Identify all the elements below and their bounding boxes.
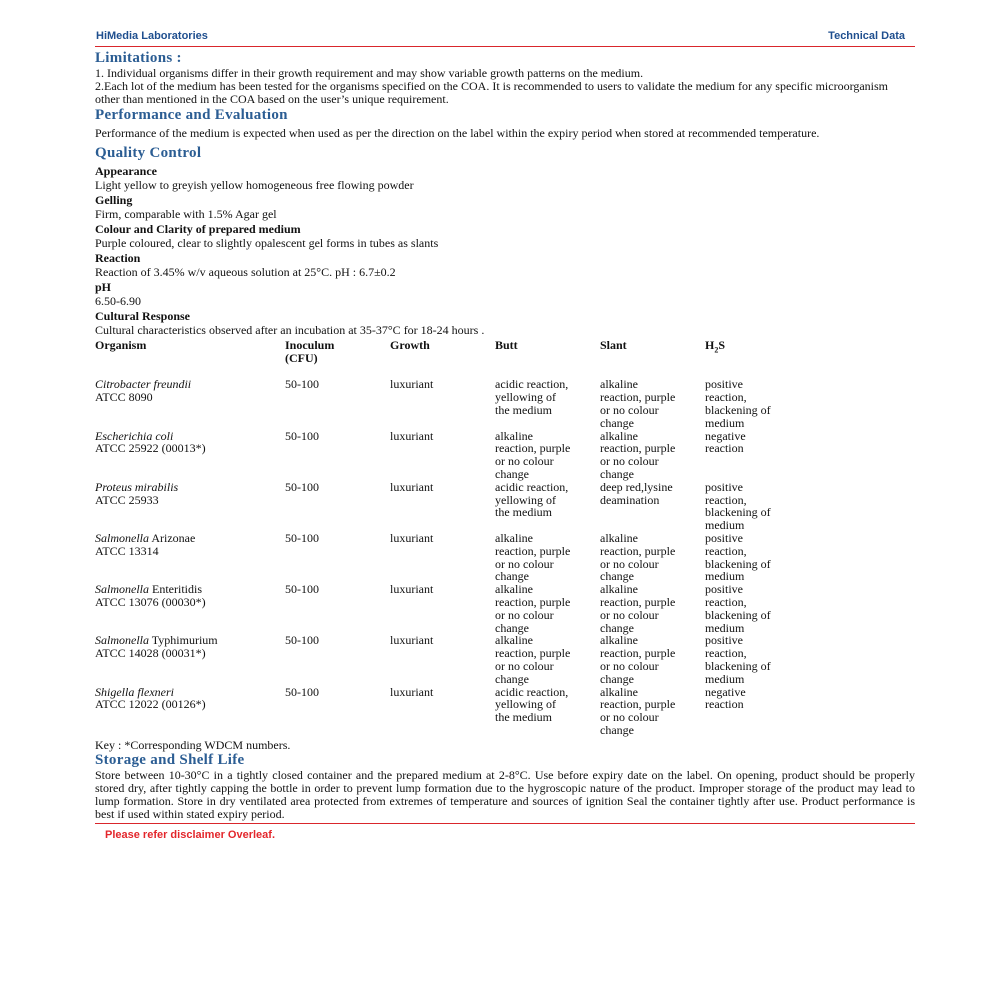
- slant-cell-line: change: [600, 671, 634, 686]
- performance-section: [95, 107, 915, 141]
- gelling-label: Gelling: [95, 192, 133, 207]
- organism-atcc: ATCC 13076 (00030*): [95, 595, 206, 610]
- quality-control-section: [95, 145, 915, 752]
- h2s-cell: [705, 686, 815, 737]
- organism-genus: Escherichia coli: [95, 428, 174, 443]
- h2s-cell-line: blackening of: [705, 403, 771, 418]
- cultural-response-value: Cultural characteristics observed after an incubation at 35-37°C for 18-24 hours .: [95, 323, 485, 338]
- slant-cell-line: change: [600, 467, 634, 482]
- header-slant: Slant: [600, 337, 627, 352]
- organism-cell: [95, 481, 285, 532]
- table-header-row: [95, 339, 815, 365]
- inoculum-cell: 50-100: [285, 531, 319, 546]
- h2s-cell: [705, 532, 815, 583]
- storage-text: Store between 10-30°C in a tightly closed container and the prepared medium at 2-8°C. Use before expiry date on the label. On opening, product should be properly stored dry, after tightly capping the bottle in order to prevent lump formation due to the hygroscopic nature of the product. Improper storage of the product may lead to lump formation. Store in dry ventilated area protected from extremes of temperature and sources of ignition Seal the container tightly after use. Product performance is best if used within stated expiry period.: [95, 768, 915, 821]
- header-h2s: [705, 339, 815, 365]
- header-inoculum: [285, 339, 390, 365]
- slant-cell-line: alkaline: [600, 377, 638, 392]
- h2s-cell-line: reaction: [705, 441, 744, 456]
- header-butt: Butt: [495, 337, 518, 352]
- header-inoculum-line-2: (CFU): [285, 350, 318, 365]
- organism-genus: Shigella flexneri: [95, 684, 174, 699]
- organism-cell: [95, 634, 285, 685]
- butt-cell-line: the medium: [495, 505, 552, 520]
- growth-cell: luxuriant: [390, 428, 434, 443]
- slant-cell-line: or no colour: [600, 607, 659, 622]
- table-row: [95, 532, 815, 583]
- table-row: [95, 378, 815, 429]
- h2s-cell-line: positive: [705, 633, 743, 648]
- butt-cell-line: acidic reaction,: [495, 684, 569, 699]
- slant-cell: [600, 532, 705, 583]
- organism-serovar: Enteritidis: [149, 582, 202, 597]
- performance-text: Performance of the medium is expected when used as per the direction on the label within the expiry period when stored at recommended temperature.: [95, 126, 820, 141]
- slant-cell-line: alkaline: [600, 633, 638, 648]
- h2s-cell-line: medium: [705, 518, 745, 533]
- h2s-cell-line: negative: [705, 684, 746, 699]
- growth-cell: luxuriant: [390, 633, 434, 648]
- slant-cell: [600, 378, 705, 429]
- organism-serovar: Typhimurium: [149, 633, 218, 648]
- butt-cell-line: or no colour: [495, 659, 554, 674]
- slant-cell-line: reaction, purple: [600, 390, 676, 405]
- h2s-cell-line: positive: [705, 531, 743, 546]
- slant-cell: [600, 686, 705, 737]
- butt-cell: [495, 583, 600, 634]
- slant-cell-line: reaction, purple: [600, 646, 676, 661]
- slant-cell-line: alkaline: [600, 531, 638, 546]
- butt-cell: [495, 634, 600, 685]
- h2s-cell-line: blackening of: [705, 505, 771, 520]
- slant-cell-line: or no colour: [600, 454, 659, 469]
- document-type: Technical Data: [828, 30, 905, 42]
- ph-value: 6.50-6.90: [95, 294, 141, 309]
- h2s-cell-line: negative: [705, 428, 746, 443]
- butt-cell: [495, 686, 600, 737]
- h2s-cell-line: blackening of: [705, 556, 771, 571]
- butt-cell-line: alkaline: [495, 633, 533, 648]
- butt-cell-line: change: [495, 569, 529, 584]
- slant-cell-line: change: [600, 620, 634, 635]
- inoculum-cell: 50-100: [285, 428, 319, 443]
- header-h2s-sub: 2: [714, 345, 719, 355]
- h2s-cell: [705, 481, 815, 532]
- h2s-cell-line: reaction,: [705, 595, 747, 610]
- document-page: [95, 26, 915, 841]
- h2s-cell-line: positive: [705, 479, 743, 494]
- organism-genus: Salmonella: [95, 531, 149, 546]
- gelling-value: Firm, comparable with 1.5% Agar gel: [95, 207, 277, 222]
- colour-clarity-value: Purple coloured, clear to slightly opalescent gel forms in tubes as slants: [95, 236, 439, 251]
- organism-serovar: Arizonae: [149, 531, 196, 546]
- organism-genus: Salmonella: [95, 582, 149, 597]
- butt-cell-line: or no colour: [495, 607, 554, 622]
- slant-cell: [600, 634, 705, 685]
- table-row: [95, 481, 815, 532]
- slant-cell-line: alkaline: [600, 582, 638, 597]
- butt-cell-line: reaction, purple: [495, 646, 571, 661]
- butt-cell-line: the medium: [495, 710, 552, 725]
- inoculum-cell: 50-100: [285, 479, 319, 494]
- h2s-cell-line: reaction: [705, 697, 744, 712]
- h2s-cell-line: reaction,: [705, 492, 747, 507]
- butt-cell: [495, 378, 600, 429]
- butt-cell: [495, 532, 600, 583]
- butt-cell-line: acidic reaction,: [495, 377, 569, 392]
- organism-atcc: ATCC 8090: [95, 390, 153, 405]
- growth-cell: luxuriant: [390, 684, 434, 699]
- limitations-section: [95, 50, 915, 105]
- table-row: [95, 583, 815, 634]
- organism-atcc: ATCC 12022 (00126*): [95, 697, 206, 712]
- limitations-line-2: 2.Each lot of the medium has been tested for the organisms specified on the COA. It is recommended to users to validate the medium for any specific microorganism other than mentioned in the COA based on the user’s unique requirement.: [95, 78, 889, 106]
- slant-cell-line: deamination: [600, 492, 660, 507]
- butt-cell-line: change: [495, 620, 529, 635]
- slant-cell-line: change: [600, 569, 634, 584]
- butt-cell-line: yellowing of: [495, 492, 556, 507]
- butt-cell-line: change: [495, 671, 529, 686]
- header-growth: Growth: [390, 337, 430, 352]
- inoculum-cell: 50-100: [285, 377, 319, 392]
- h2s-cell-line: medium: [705, 569, 745, 584]
- header-h2s-h: H: [705, 337, 715, 352]
- slant-cell-line: reaction, purple: [600, 543, 676, 558]
- butt-cell-line: the medium: [495, 403, 552, 418]
- slant-cell-line: or no colour: [600, 659, 659, 674]
- organism-genus: Citrobacter freundii: [95, 377, 192, 392]
- h2s-cell-line: positive: [705, 582, 743, 597]
- butt-cell-line: reaction, purple: [495, 441, 571, 456]
- colour-clarity-label: Colour and Clarity of prepared medium: [95, 221, 301, 236]
- h2s-cell-line: reaction,: [705, 390, 747, 405]
- h2s-cell-line: blackening of: [705, 607, 771, 622]
- slant-cell-line: change: [600, 723, 634, 737]
- reaction-label: Reaction: [95, 250, 141, 265]
- h2s-cell-line: medium: [705, 671, 745, 686]
- slant-cell-line: or no colour: [600, 556, 659, 571]
- growth-cell: luxuriant: [390, 582, 434, 597]
- storage-title: Storage and Shelf Life: [95, 752, 245, 769]
- cultural-response-table: [95, 339, 815, 737]
- h2s-cell: [705, 583, 815, 634]
- limitations-line-1: 1. Individual organisms differ in their growth requirement and may show variable growth patterns on the medium.: [95, 66, 644, 80]
- organism-cell: [95, 430, 285, 481]
- h2s-cell: [705, 634, 815, 685]
- butt-cell-line: alkaline: [495, 531, 533, 546]
- organism-atcc: ATCC 25933: [95, 492, 159, 507]
- header-rule: [95, 46, 915, 47]
- growth-cell: luxuriant: [390, 479, 434, 494]
- slant-cell-line: reaction, purple: [600, 441, 676, 456]
- butt-cell-line: or no colour: [495, 556, 554, 571]
- slant-cell: [600, 481, 705, 532]
- storage-section: [95, 752, 915, 820]
- butt-cell: [495, 481, 600, 532]
- table-row: [95, 430, 815, 481]
- slant-cell: [600, 430, 705, 481]
- header-h2s-s: S: [718, 337, 726, 352]
- organism-genus: Salmonella: [95, 633, 149, 648]
- appearance-label: Appearance: [95, 163, 157, 178]
- cultural-response-label: Cultural Response: [95, 308, 191, 323]
- slant-cell: [600, 583, 705, 634]
- h2s-cell: [705, 378, 815, 429]
- inoculum-cell: 50-100: [285, 582, 319, 597]
- butt-cell-line: alkaline: [495, 428, 533, 443]
- butt-cell-line: reaction, purple: [495, 595, 571, 610]
- ph-label: pH: [95, 279, 112, 294]
- slant-cell-line: reaction, purple: [600, 595, 676, 610]
- h2s-cell: [705, 430, 815, 481]
- header-organism: Organism: [95, 337, 147, 352]
- reaction-value: Reaction of 3.45% w/v aqueous solution at 25°C. pH : 6.7±0.2: [95, 265, 396, 280]
- organism-atcc: ATCC 14028 (00031*): [95, 646, 206, 661]
- h2s-cell-line: medium: [705, 620, 745, 635]
- organism-cell: [95, 583, 285, 634]
- butt-cell-line: reaction, purple: [495, 543, 571, 558]
- organism-atcc: ATCC 25922 (00013*): [95, 441, 206, 456]
- slant-cell-line: alkaline: [600, 428, 638, 443]
- quality-control-title: Quality Control: [95, 144, 202, 161]
- organism-cell: [95, 378, 285, 429]
- growth-cell: luxuriant: [390, 531, 434, 546]
- butt-cell-line: or no colour: [495, 454, 554, 469]
- butt-cell-line: change: [495, 467, 529, 482]
- performance-title: Performance and Evaluation: [95, 107, 288, 124]
- table-body: [95, 378, 815, 736]
- header-inoculum-line-1: Inoculum: [285, 337, 335, 352]
- butt-cell-line: acidic reaction,: [495, 479, 569, 494]
- organism-atcc: ATCC 13314: [95, 543, 159, 558]
- page-header: [95, 26, 915, 42]
- inoculum-cell: 50-100: [285, 684, 319, 699]
- h2s-cell-line: blackening of: [705, 659, 771, 674]
- slant-cell-line: or no colour: [600, 403, 659, 418]
- slant-cell-line: deep red,lysine: [600, 479, 673, 494]
- limitations-title: Limitations :: [95, 50, 182, 66]
- butt-cell-line: yellowing of: [495, 697, 556, 712]
- slant-cell-line: alkaline: [600, 684, 638, 699]
- table-key: Key : *Corresponding WDCM numbers.: [95, 737, 291, 752]
- table-header-spacer: [95, 364, 815, 378]
- footer-rule: [95, 823, 915, 824]
- organism-genus: Proteus mirabilis: [95, 479, 179, 494]
- butt-cell: [495, 430, 600, 481]
- organism-cell: [95, 532, 285, 583]
- disclaimer-text: Please refer disclaimer Overleaf.: [105, 829, 275, 842]
- inoculum-cell: 50-100: [285, 633, 319, 648]
- h2s-cell-line: medium: [705, 415, 745, 430]
- organism-cell: [95, 686, 285, 737]
- table-row: [95, 634, 815, 685]
- h2s-cell-line: positive: [705, 377, 743, 392]
- slant-cell-line: change: [600, 415, 634, 430]
- table-row: [95, 686, 815, 737]
- h2s-cell-line: reaction,: [705, 543, 747, 558]
- slant-cell-line: reaction, purple: [600, 697, 676, 712]
- butt-cell-line: alkaline: [495, 582, 533, 597]
- h2s-cell-line: reaction,: [705, 646, 747, 661]
- company-name: HiMedia Laboratories: [96, 30, 208, 42]
- growth-cell: luxuriant: [390, 377, 434, 392]
- butt-cell-line: yellowing of: [495, 390, 556, 405]
- appearance-value: Light yellow to greyish yellow homogeneous free flowing powder: [95, 178, 414, 193]
- slant-cell-line: or no colour: [600, 710, 659, 725]
